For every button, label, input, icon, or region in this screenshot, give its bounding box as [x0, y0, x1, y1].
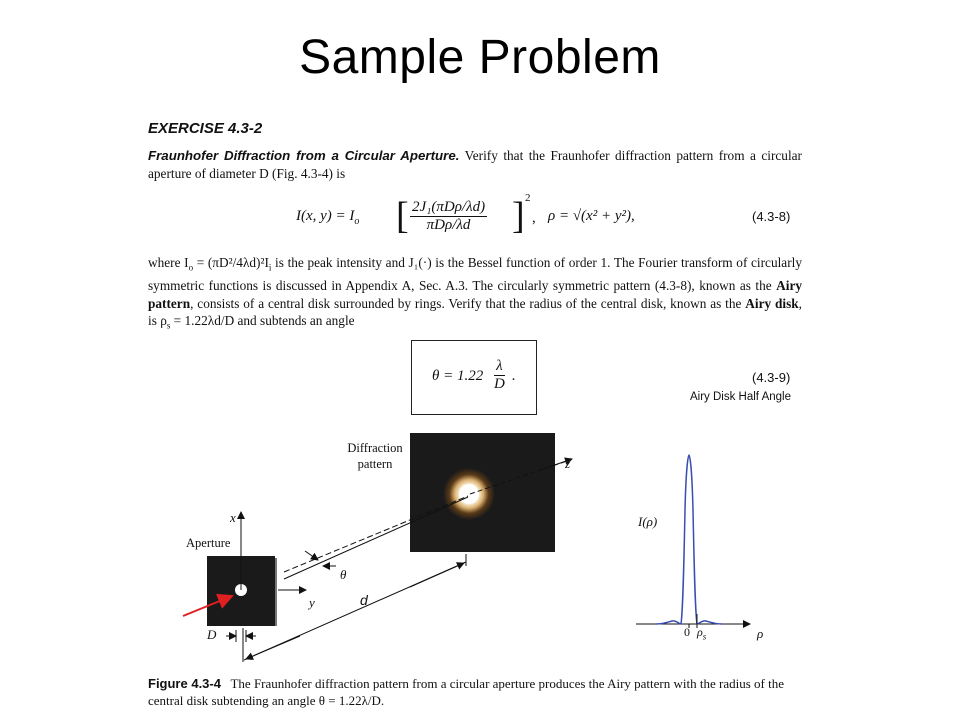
label-axis-x: x [230, 510, 236, 525]
label-diameter-D: D [207, 627, 217, 642]
plot-y-label: I(ρ) [638, 514, 658, 529]
intro-text: Verify that the Fraunhofer diffraction pattern from a circular aperture of diameter D (Fig. 4.3-4) is [148, 148, 802, 181]
intro-bold-title: Fraunhofer Diffraction from a Circular Aperture. [148, 148, 460, 163]
eq1-rho-def: ρ = √(x² + y²), [548, 208, 635, 224]
eq1-lhs: I(x, $y) = I_o$ [296, 208, 360, 227]
plot-tick-zero: 0 [684, 625, 690, 639]
eq1-bracket-left: [ [396, 195, 409, 237]
exercise-heading: EXERCISE 4.3-2 [148, 120, 263, 137]
term-airy-pattern: Airy pattern [148, 278, 802, 311]
equation-number-4-3-8: (4.3-8) [752, 209, 791, 224]
eq1-fraction: 2J₁(πDρ/λd) πDρ/λd [412, 199, 486, 233]
label-axis-y: y [309, 595, 315, 610]
figure-caption [148, 675, 802, 709]
equation-4-3-9: θ = 1.22 $\frac{\lambda}{D}$ . [432, 358, 516, 392]
label-axis-z: z [565, 456, 571, 471]
label-theta: θ [340, 567, 347, 582]
equation-number-4-3-9: (4.3-9) [752, 370, 791, 385]
eq1-exponent: 2 [525, 192, 531, 204]
label-aperture: Aperture [186, 536, 231, 550]
plot-x-label: ρ [757, 626, 764, 641]
airy-disk-center [459, 484, 479, 504]
plot-tick-rho-s: $\rho_s$ [697, 625, 707, 642]
eq1-comma: , [532, 210, 536, 226]
eq1-bracket-right: ] [512, 195, 525, 237]
figure-caption-text: The Fraunhofer diffraction pattern from a circular aperture produces the Airy pattern with the radius of the central disk subtending an angle θ = 1.22λ/D. [148, 676, 784, 708]
body-paragraph: where $I_o = (\pi D^2/4\lambda d)^2I_i$ is the peak intensity and J₁(·) is the Bessel function of order 1. The Fourier transform of circularly symmetric functions is discussed in Appendix A, Sec. A.3. The circularly symmetric pattern (4.3-8), known as the Airy pattern, consists of a central disk surrounded by rings. Verify that the radius of the central disk, known as the Airy disk, is $\rho_s = 1.22\lambda d/D$ and subtends an angle [148, 255, 802, 331]
term-airy-disk: Airy disk [745, 295, 799, 311]
airy-intensity-curve [656, 455, 722, 624]
label-diffraction-pattern: Diffraction pattern [347, 441, 403, 471]
slide-title: Sample Problem [299, 31, 661, 84]
label-distance-d: d [360, 592, 368, 608]
figure-caption-label: Figure 4.3-4 [148, 676, 221, 691]
equation-label-airy-half-angle: Airy Disk Half Angle [690, 391, 791, 403]
